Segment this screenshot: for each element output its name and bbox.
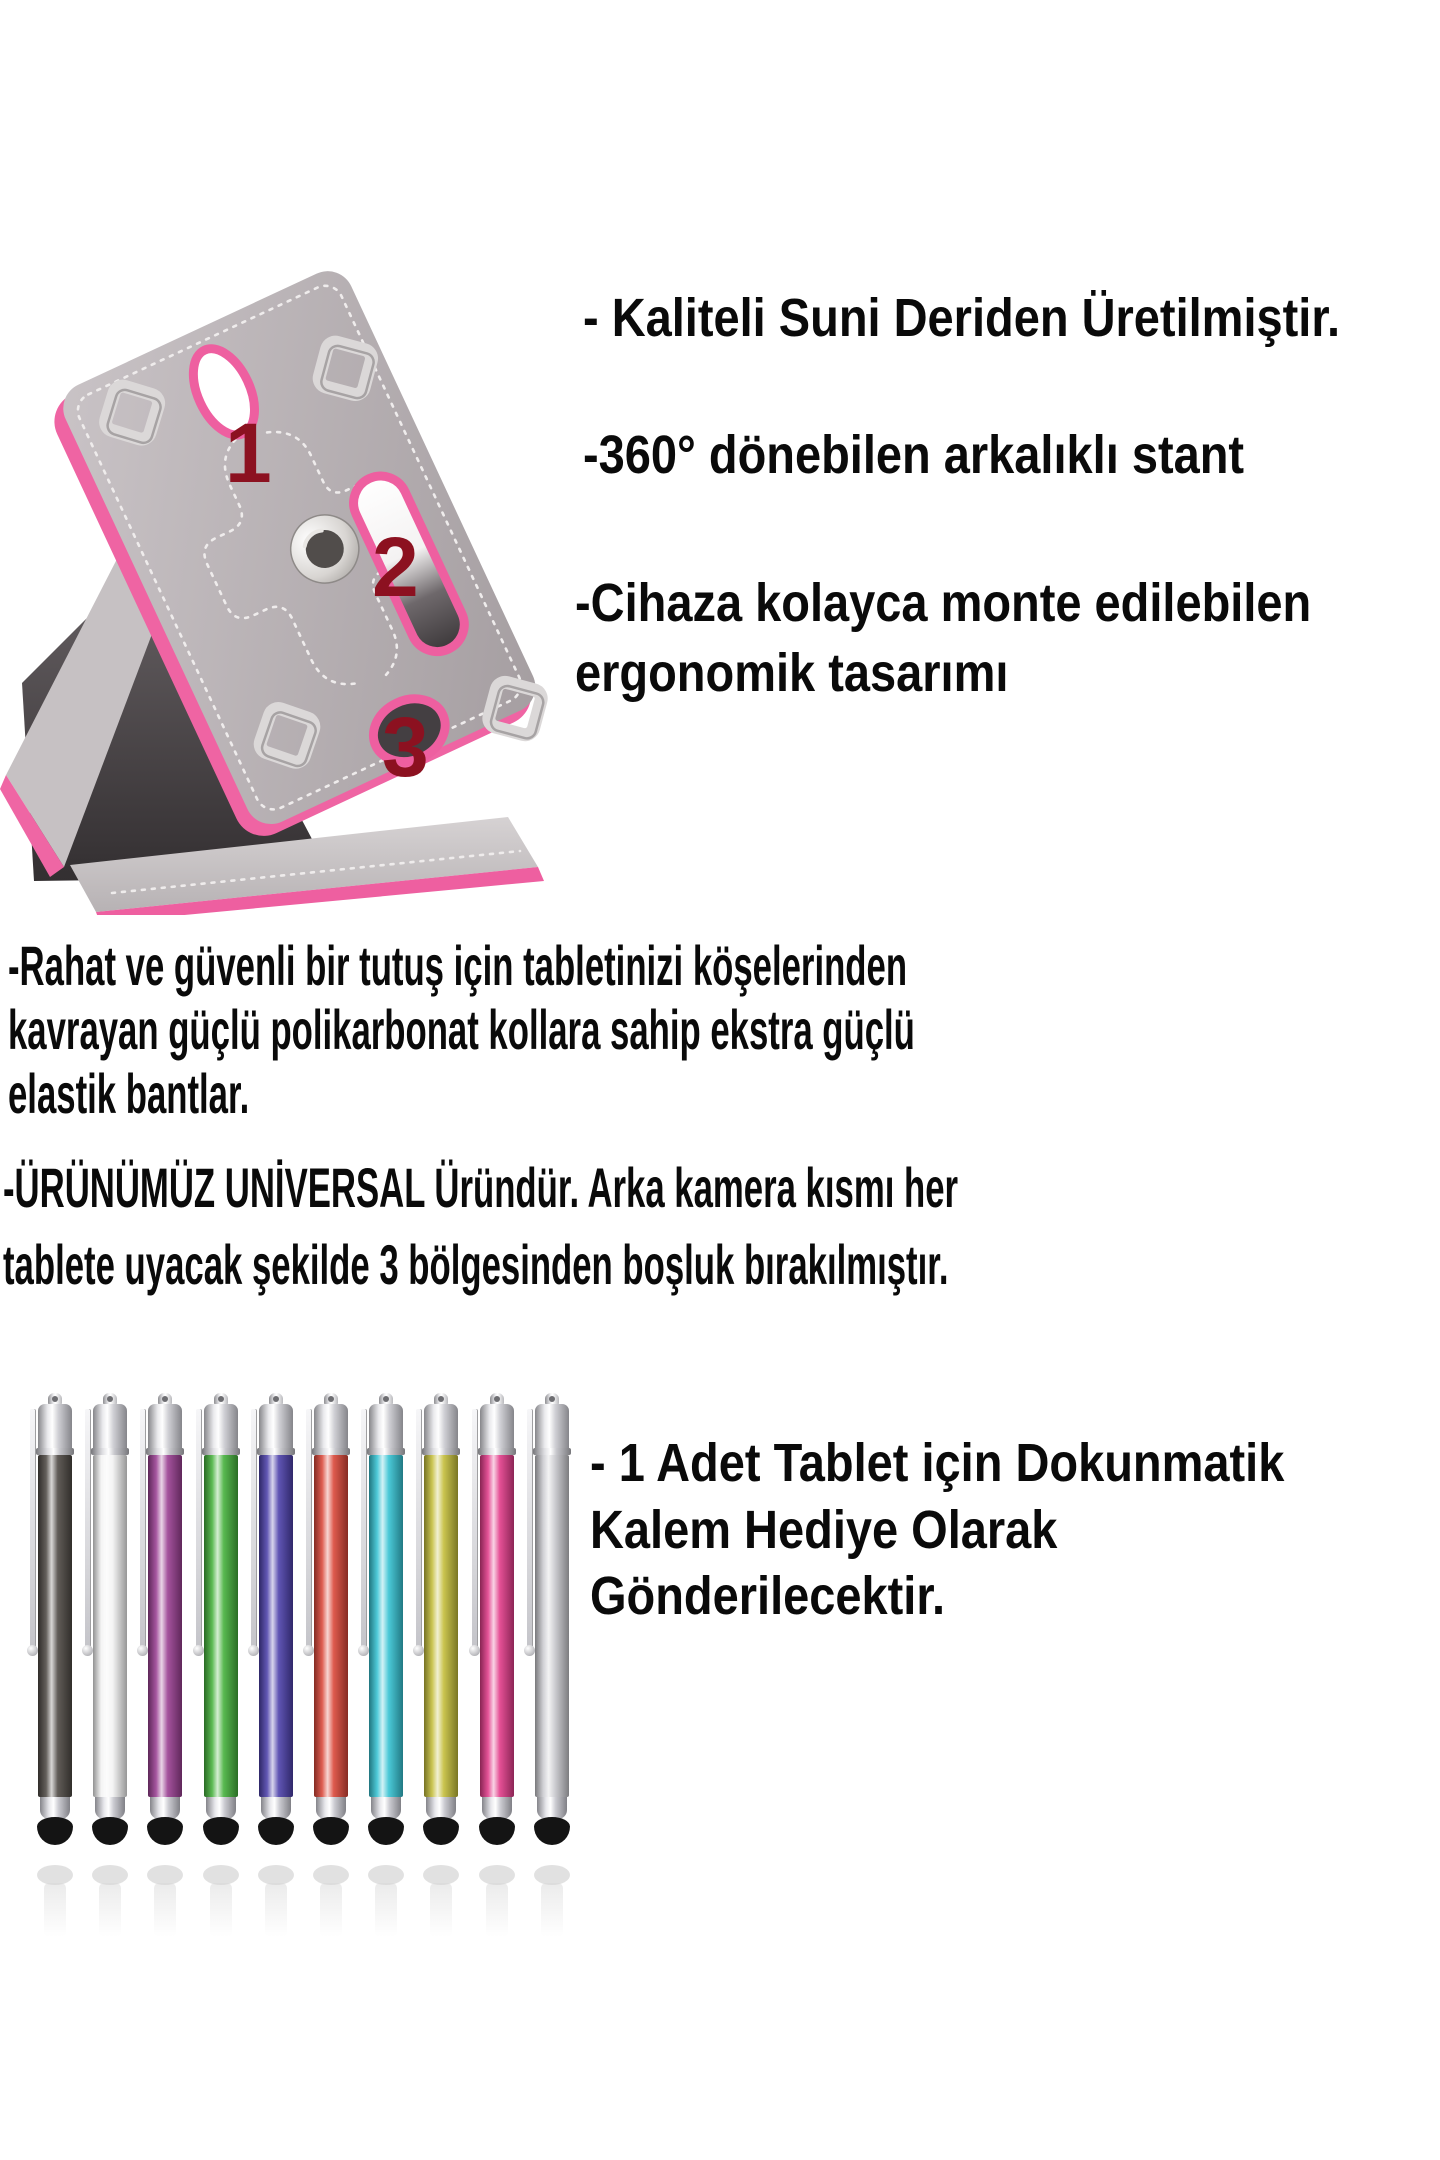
pen-reflection-fade <box>320 1883 342 1937</box>
pen-cap-flare <box>367 1448 405 1455</box>
pen-clip <box>416 1409 421 1649</box>
pen-reflection <box>92 1865 128 1885</box>
stylus-pen-silver <box>524 1393 580 1945</box>
pen-barrel <box>535 1455 569 1797</box>
pen-ferrule <box>206 1797 236 1819</box>
pen-reflection-fade <box>486 1883 508 1937</box>
case-photo <box>0 215 560 915</box>
pen-barrel <box>369 1455 403 1797</box>
pen-clip <box>196 1409 201 1649</box>
pen-reflection-fade <box>210 1883 232 1937</box>
pen-cap <box>204 1404 238 1452</box>
pen-clip <box>306 1409 311 1649</box>
pen-reflection <box>37 1865 73 1885</box>
grip-paragraph-line3: elastik bantlar. <box>8 1062 250 1125</box>
pen-clip <box>85 1409 90 1649</box>
pen-barrel <box>204 1455 238 1797</box>
pen-cap-flare <box>91 1448 129 1455</box>
feature-easy-mount-line2: ergonomik tasarımı <box>575 643 1009 703</box>
pen-cap-flare <box>36 1448 74 1455</box>
pen-clip-ball <box>82 1645 93 1656</box>
grip-paragraph-line1: -Rahat ve güvenli bir tutuş için tabletinizi köşelerinden <box>8 934 908 997</box>
pen-rubber-tip <box>313 1817 349 1845</box>
grip-paragraph-line2: kavrayan güçlü polikarbonat kollara sahip ekstra güçlü <box>8 998 915 1061</box>
feature-360-stand: -360° dönebilen arkalıklı stant <box>583 425 1245 485</box>
pen-cap <box>259 1404 293 1452</box>
marker-2: 2 <box>372 520 419 614</box>
stylus-pen-green <box>193 1393 249 1945</box>
pen-cap <box>93 1404 127 1452</box>
stylus-pen-white <box>82 1393 138 1945</box>
pen-reflection <box>147 1865 183 1885</box>
pen-clip-ball <box>27 1645 38 1656</box>
pen-reflection <box>258 1865 294 1885</box>
pen-cap-flare <box>533 1448 571 1455</box>
pen-clip-ball <box>469 1645 480 1656</box>
pen-ferrule <box>426 1797 456 1819</box>
pen-reflection-fade <box>265 1883 287 1937</box>
pen-barrel <box>480 1455 514 1797</box>
stylus-pen-cyan <box>358 1393 414 1945</box>
pen-clip <box>472 1409 477 1649</box>
pen-clip-ball <box>193 1645 204 1656</box>
pen-cap-flare <box>478 1448 516 1455</box>
feature-quality-leather: - Kaliteli Suni Deriden Üretilmiştir. <box>583 288 1341 348</box>
pen-clip-ball <box>303 1645 314 1656</box>
pen-ferrule <box>482 1797 512 1819</box>
pen-clip-ball <box>248 1645 259 1656</box>
pen-barrel <box>38 1455 72 1797</box>
stylus-pen-yellow <box>413 1393 469 1945</box>
pen-cap <box>148 1404 182 1452</box>
pen-reflection-fade <box>44 1883 66 1937</box>
pen-ferrule <box>95 1797 125 1819</box>
stylus-pens-photo <box>0 1385 620 1945</box>
pen-clip <box>527 1409 532 1649</box>
pen-ferrule <box>316 1797 346 1819</box>
pen-clip-ball <box>524 1645 535 1656</box>
pen-ferrule <box>150 1797 180 1819</box>
gift-note-line2: Kalem Hediye Olarak <box>590 1500 1058 1560</box>
pen-reflection-fade <box>430 1883 452 1937</box>
pen-reflection <box>423 1865 459 1885</box>
stylus-pen-gunmetal <box>27 1393 83 1945</box>
pen-reflection-fade <box>541 1883 563 1937</box>
pen-lanyard-hole <box>218 1396 224 1402</box>
pen-cap <box>480 1404 514 1452</box>
pen-cap <box>369 1404 403 1452</box>
universal-paragraph-line1: -ÜRÜNÜMÜZ UNİVERSAL Üründür. Arka kamera kısmı her <box>3 1156 959 1219</box>
pen-reflection <box>479 1865 515 1885</box>
pen-lanyard-hole <box>494 1396 500 1402</box>
pen-rubber-tip <box>147 1817 183 1845</box>
pen-cap <box>38 1404 72 1452</box>
pen-lanyard-hole <box>273 1396 279 1402</box>
pen-rubber-tip <box>423 1817 459 1845</box>
pen-cap <box>535 1404 569 1452</box>
pen-rubber-tip <box>368 1817 404 1845</box>
pen-reflection <box>313 1865 349 1885</box>
pen-clip <box>361 1409 366 1649</box>
pen-ferrule <box>537 1797 567 1819</box>
pen-clip <box>140 1409 145 1649</box>
pen-cap-flare <box>312 1448 350 1455</box>
pen-reflection-fade <box>99 1883 121 1937</box>
stylus-pen-purple <box>137 1393 193 1945</box>
feature-easy-mount-line1: -Cihaza kolayca monte edilebilen <box>575 573 1312 633</box>
pen-cap-flare <box>422 1448 460 1455</box>
pen-reflection <box>203 1865 239 1885</box>
stylus-pen-indigo <box>248 1393 304 1945</box>
pen-cap-flare <box>202 1448 240 1455</box>
pen-cap-flare <box>257 1448 295 1455</box>
gift-note-line1: - 1 Adet Tablet için Dokunmatik <box>590 1433 1285 1493</box>
pen-rubber-tip <box>258 1817 294 1845</box>
pen-barrel <box>148 1455 182 1797</box>
pen-clip-ball <box>358 1645 369 1656</box>
pen-barrel <box>424 1455 458 1797</box>
pen-reflection-fade <box>375 1883 397 1937</box>
pen-rubber-tip <box>92 1817 128 1845</box>
gift-note-line3: Gönderilecektir. <box>590 1566 946 1626</box>
pen-rubber-tip <box>534 1817 570 1845</box>
pen-reflection <box>534 1865 570 1885</box>
pen-ferrule <box>40 1797 70 1819</box>
pen-clip-ball <box>137 1645 148 1656</box>
stylus-pen-red <box>303 1393 359 1945</box>
universal-paragraph-line2: tablete uyacak şekilde 3 bölgesinden boşluk bırakılmıştır. <box>3 1233 949 1296</box>
pen-rubber-tip <box>37 1817 73 1845</box>
pen-clip <box>251 1409 256 1649</box>
pen-reflection <box>368 1865 404 1885</box>
pen-reflection-fade <box>154 1883 176 1937</box>
pen-lanyard-hole <box>328 1396 334 1402</box>
pen-cap <box>314 1404 348 1452</box>
pen-cap-flare <box>146 1448 184 1455</box>
pen-cap <box>424 1404 458 1452</box>
pen-ferrule <box>261 1797 291 1819</box>
marker-1: 1 <box>225 406 272 500</box>
pen-ferrule <box>371 1797 401 1819</box>
marker-3: 3 <box>382 700 429 794</box>
stylus-pen-pink <box>469 1393 525 1945</box>
pen-barrel <box>259 1455 293 1797</box>
pen-rubber-tip <box>479 1817 515 1845</box>
pen-clip-ball <box>413 1645 424 1656</box>
pen-clip <box>30 1409 35 1649</box>
pen-lanyard-hole <box>52 1396 58 1402</box>
pen-rubber-tip <box>203 1817 239 1845</box>
pen-barrel <box>314 1455 348 1797</box>
pen-lanyard-hole <box>549 1396 555 1402</box>
pen-barrel <box>93 1455 127 1797</box>
